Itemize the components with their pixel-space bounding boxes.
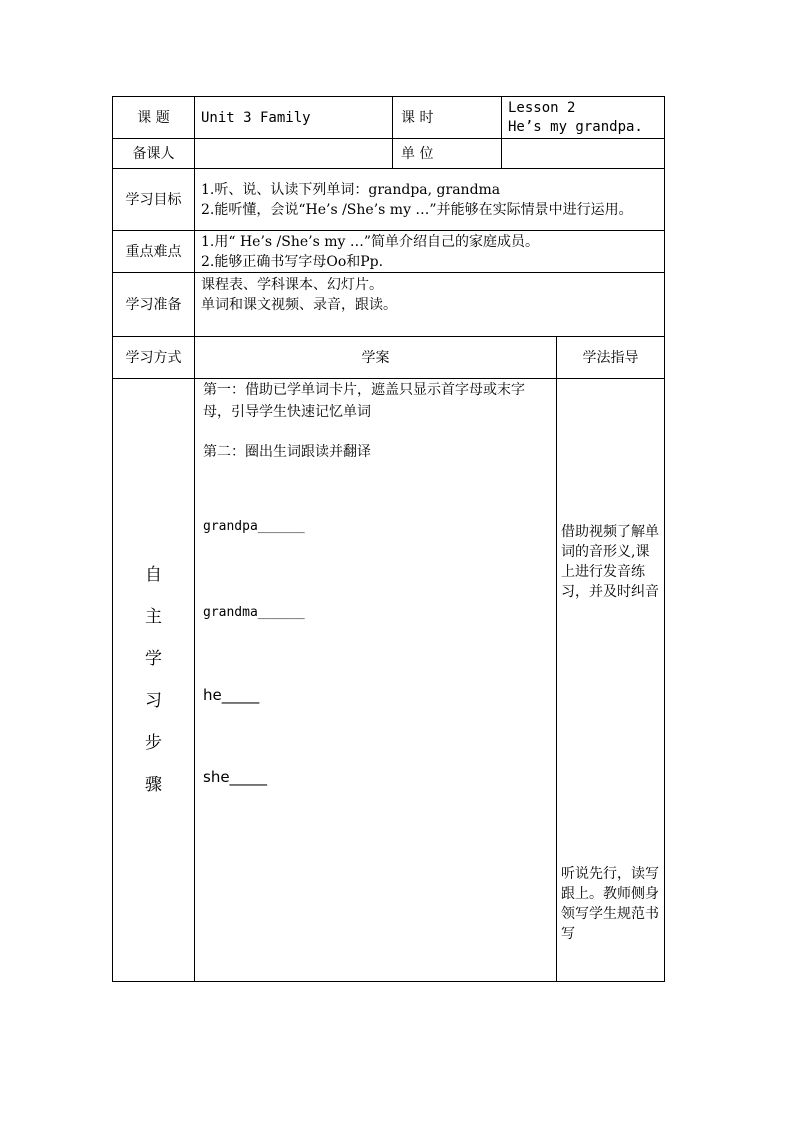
step-2: 第二：圈出生词跟读并翻译 xyxy=(203,444,371,460)
preparation-label: 学习准备 xyxy=(113,273,195,337)
topic-row xyxy=(113,97,665,139)
preparer-value xyxy=(195,139,393,169)
guide-note-1: 借助视频了解单词的音形义,课上进行发音练习，并及时纠音 xyxy=(561,524,659,600)
key-points-row xyxy=(113,231,665,273)
step-1: 第一：借助已学单词卡片，遮盖只显示首字母或末字母，引导学生快速记忆单词 xyxy=(203,382,525,420)
column-header-row xyxy=(113,337,665,379)
preparer-row xyxy=(113,139,665,169)
preparation-line-2: 单词和课文视频、录音，跟读。 xyxy=(201,297,397,313)
word-grandpa: grandpa______ xyxy=(203,519,305,534)
word-she: she_____ xyxy=(203,768,268,786)
preparation-row xyxy=(113,273,665,337)
guide-note-2: 听说先行，读写跟上。教师侧身领写学生规范书写 xyxy=(561,866,659,942)
self-study-row xyxy=(113,379,665,982)
period-label: 课 时 xyxy=(393,97,502,139)
self-study-guide xyxy=(557,379,665,982)
preparation-line-1: 课程表、学科课本、幻灯片。 xyxy=(201,277,383,293)
key-point-line-2: 2.能够正确书写字母Oo和Pp. xyxy=(201,253,384,270)
word-he: he_____ xyxy=(203,686,260,704)
goals-content xyxy=(195,169,665,231)
preparer-label: 备课人 xyxy=(113,139,195,169)
topic-value: Unit 3 Family xyxy=(195,97,393,139)
side-char-5: 步 xyxy=(145,733,162,753)
self-study-side-label xyxy=(113,379,195,982)
preparation-content xyxy=(195,273,665,337)
key-points-label: 重点难点 xyxy=(113,231,195,273)
unit-label: 单 位 xyxy=(393,139,502,169)
side-char-1: 自 xyxy=(145,565,162,585)
method-header: 学习方式 xyxy=(113,337,195,379)
key-point-line-1: 1.用“ He’s /She’s my …”简单介绍自己的家庭成员。 xyxy=(201,233,540,250)
side-char-3: 学 xyxy=(145,649,162,669)
topic-label: 课 题 xyxy=(113,97,195,139)
goal-line-1: 1.听、说、认读下列单词：grandpa, grandma xyxy=(201,181,501,198)
side-char-6: 骤 xyxy=(145,775,162,795)
word-grandma: grandma______ xyxy=(203,605,305,620)
lesson-plan-table xyxy=(112,96,665,982)
goal-line-2: 2.能听懂，会说“He’s /She’s my …”并能够在实际情景中进行运用。 xyxy=(201,201,633,218)
lesson-title: He’s my grandpa. xyxy=(508,118,643,135)
goals-label: 学习目标 xyxy=(113,169,195,231)
lesson-number: Lesson 2 xyxy=(508,99,576,116)
side-char-4: 习 xyxy=(145,691,162,711)
self-study-plan xyxy=(195,379,557,982)
side-char-2: 主 xyxy=(145,607,162,627)
key-points-content xyxy=(195,231,665,273)
lesson-cell xyxy=(502,97,665,139)
plan-header: 学案 xyxy=(195,337,557,379)
guide-header: 学法指导 xyxy=(557,337,665,379)
unit-value xyxy=(502,139,665,169)
goals-row xyxy=(113,169,665,231)
